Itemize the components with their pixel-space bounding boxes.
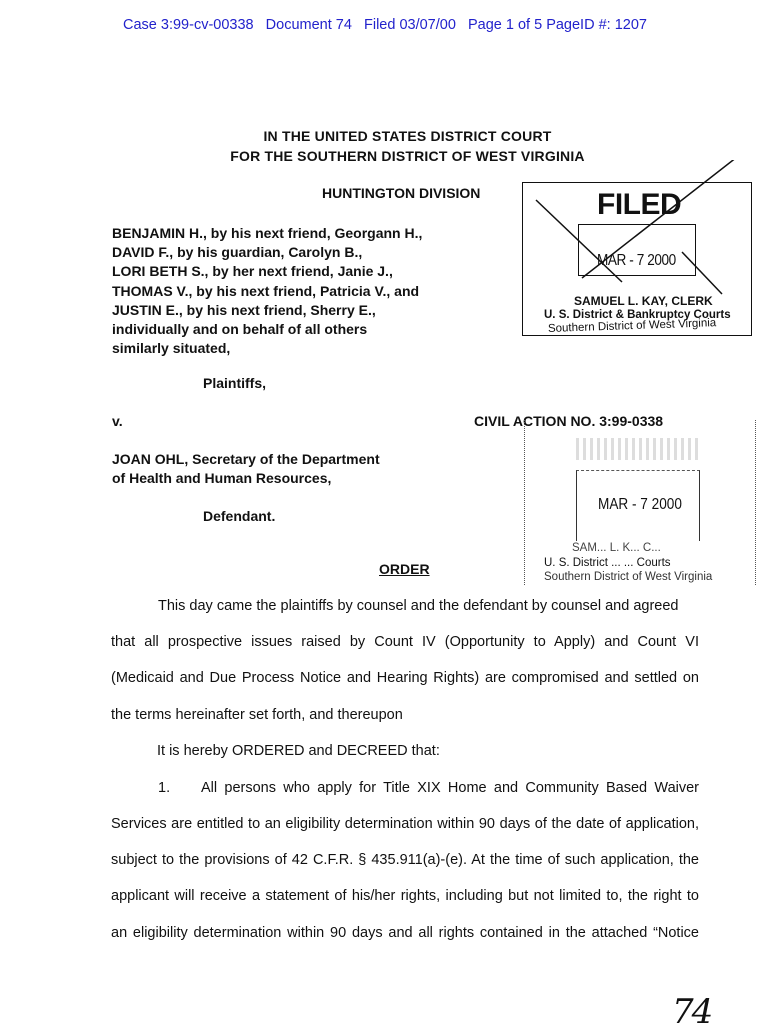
entered-date: MAR - 7 2000: [598, 496, 682, 513]
court-district: FOR THE SOUTHERN DISTRICT OF WEST VIRGINIA: [230, 148, 585, 164]
defendant-label: Defendant.: [203, 508, 276, 524]
case-header: Case 3:99-cv-00338 Document 74 Filed 03/07/00 Page 1 of 5 PageID #: 1207: [123, 17, 647, 33]
plaintiff-line: DAVID F., by his guardian, Carolyn B.,: [112, 244, 363, 261]
plaintiff-line: individually and on behalf of all others: [112, 321, 368, 338]
decree-line: It is hereby ORDERED and DECREED that:: [157, 743, 440, 759]
plaintiff-line: similarly situated,: [112, 340, 231, 357]
item-line: subject to the provisions of 42 C.F.R. § 435.911(a)-(e). At the time of such application, the: [111, 852, 699, 868]
filed-stamp: [522, 182, 752, 342]
handwritten-document-number: 74: [672, 992, 712, 1032]
item-line: applicant will receive a statement of his/her rights, including but not limited to, the right to: [111, 888, 699, 904]
item-first-line: All persons who apply for Title XIX Home and Community Based Waiver: [201, 780, 699, 796]
plaintiffs-label: Plaintiffs,: [203, 375, 267, 391]
civil-action-number: CIVIL ACTION NO. 3:99-0338: [474, 413, 664, 429]
order-title: ORDER: [379, 561, 430, 577]
entered-court-line: U. S. District ... ... Courts: [544, 557, 671, 569]
plaintiff-line: THOMAS V., by his next friend, Patricia V., and: [112, 282, 420, 299]
plaintiffs-caption: [112, 224, 422, 358]
paragraph-line: that all prospective issues raised by Count IV (Opportunity to Apply) and Count VI: [111, 634, 699, 650]
defendant-line: of Health and Human Resources,: [112, 470, 332, 486]
paragraph-line: (Medicaid and Due Process Notice and Hearing Rights) are compromised and settled on: [111, 670, 699, 686]
filed-label: FILED: [597, 188, 682, 221]
filed-date: MAR - 7 2000: [597, 252, 676, 269]
stamp-illegible-heading: [576, 438, 700, 460]
filed-court-line: U. S. District & Bankruptcy Courts: [544, 309, 731, 321]
entered-stamp: [524, 420, 756, 590]
item-line: Services are entitled to an eligibility determination within 90 days of the date of application,: [111, 816, 699, 832]
entered-district-line: Southern District of West Virginia: [544, 571, 713, 583]
plaintiff-line: JUSTIN E., by his next friend, Sherry E.,: [112, 301, 376, 318]
defendant-caption: [112, 450, 380, 488]
entered-clerk: SAM... L. K... C...: [572, 542, 661, 554]
paragraph-line: the terms hereinafter set forth, and thereupon: [111, 707, 403, 723]
versus-label: v.: [112, 413, 123, 429]
item-line: an eligibility determination within 90 days and all rights contained in the attached “Notice: [111, 925, 699, 941]
plaintiff-line: LORI BETH S., by her next friend, Janie J.,: [112, 263, 393, 280]
plaintiff-line: BENJAMIN H., by his next friend, Georgann H.,: [112, 225, 423, 241]
filed-district-line: Southern District of West Virginia: [547, 317, 717, 335]
filed-clerk: SAMUEL L. KAY, CLERK: [574, 294, 713, 308]
court-name: IN THE UNITED STATES DISTRICT COURT: [263, 128, 552, 144]
paragraph-line: This day came the plaintiffs by counsel and the defendant by counsel and agreed: [158, 598, 679, 614]
defendant-line: JOAN OHL, Secretary of the Department: [112, 451, 380, 467]
item-number: 1.: [158, 780, 171, 796]
court-division: HUNTINGTON DIVISION: [322, 185, 481, 201]
